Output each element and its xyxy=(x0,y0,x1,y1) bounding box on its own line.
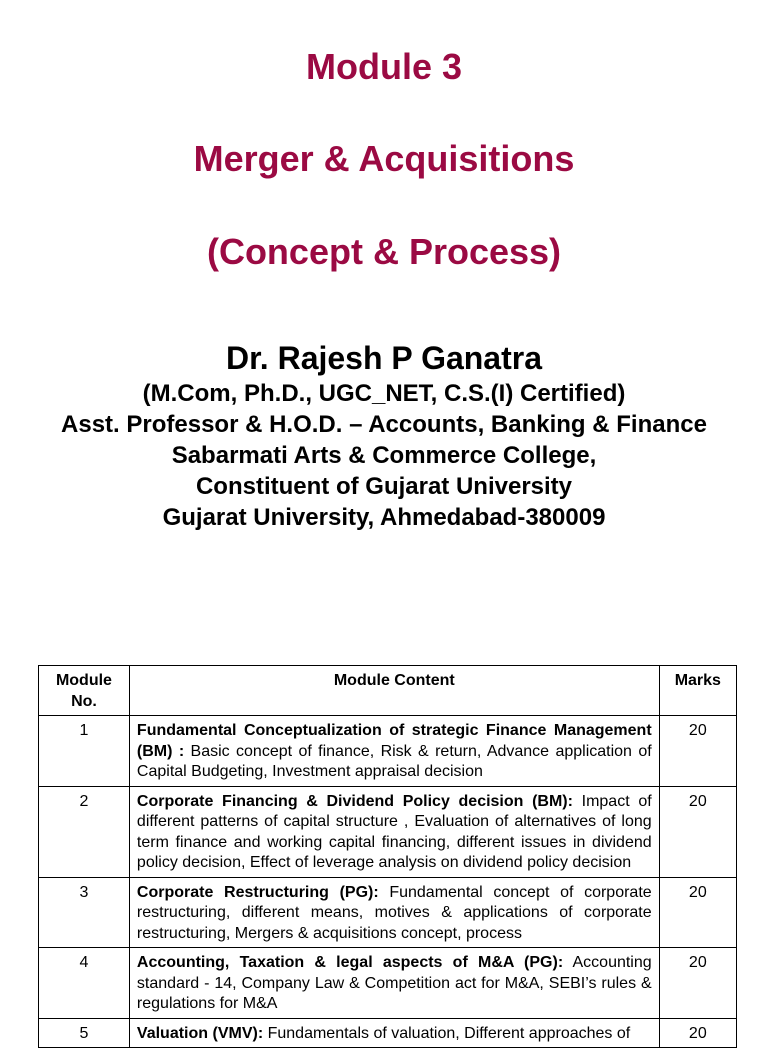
row-module-no: 1 xyxy=(39,716,130,787)
module-title: Module 3 xyxy=(305,46,462,87)
author-details xyxy=(0,378,768,533)
header-module-no: Module No. xyxy=(39,666,130,716)
author-name: Dr. Rajesh P Ganatra xyxy=(226,340,542,376)
table-row xyxy=(39,716,737,787)
row-content-title: Corporate Financing & Dividend Policy decision (BM): xyxy=(136,792,573,810)
row-marks: 20 xyxy=(659,1018,736,1048)
row-marks: 20 xyxy=(659,716,736,787)
row-marks: 20 xyxy=(659,948,736,1019)
syllabus-table xyxy=(38,665,737,1048)
row-content-title: Valuation (VMV): xyxy=(136,1024,264,1042)
row-module-no: 3 xyxy=(39,877,130,948)
topic-title: Merger & Acquisitions xyxy=(193,138,575,179)
table-row xyxy=(39,1018,737,1048)
row-module-content xyxy=(129,786,659,877)
author-designation: Asst. Professor & H.O.D. – Accounts, Banking & Finance xyxy=(61,411,707,438)
row-module-content xyxy=(129,877,659,948)
author-affiliation: Constituent of Gujarat University xyxy=(195,473,573,500)
table-header-row xyxy=(39,666,737,716)
row-marks: 20 xyxy=(659,786,736,877)
row-module-no: 5 xyxy=(39,1018,130,1048)
row-content-text: Accounting standard - 14, Company Law & Competition act for M&A, SEBI’s rules & regulations for M&A xyxy=(136,954,652,1012)
row-content-title: Accounting, Taxation & legal aspects of M&A (PG): xyxy=(136,954,564,971)
row-content-title: Fundamental Conceptualization of strategic Finance Management (BM) : xyxy=(136,722,652,760)
table-row xyxy=(39,786,737,877)
subtitle: (Concept & Process) xyxy=(206,231,562,272)
row-content-text: Fundamental concept of corporate restructuring, different means, motives & applications of corporate restructuring, Mergers & acquisitions concept, process xyxy=(136,883,652,942)
row-marks: 20 xyxy=(659,877,736,948)
table-row xyxy=(39,877,737,948)
row-module-no: 2 xyxy=(39,786,130,877)
author-college: Sabarmati Arts & Commerce College, xyxy=(171,442,597,469)
row-content-text: Fundamentals of valuation, Different approaches of xyxy=(263,1024,631,1042)
author-qualifications: (M.Com, Ph.D., UGC_NET, C.S.(I) Certified) xyxy=(142,380,626,407)
header-module-content: Module Content xyxy=(129,666,659,716)
row-module-content xyxy=(129,1018,659,1048)
table-row xyxy=(39,948,737,1019)
row-module-content xyxy=(129,948,659,1019)
row-content-text: Impact of different patterns of capital structure , Evaluation of alternatives of long term finance and working capital financing, different issues in dividend policy decision, Effect of leverage analysis on dividend policy decision xyxy=(136,792,652,871)
row-module-no: 4 xyxy=(39,948,130,1019)
header-marks: Marks xyxy=(659,666,736,716)
row-module-content xyxy=(129,716,659,787)
row-content-title: Corporate Restructuring (PG): xyxy=(136,883,379,901)
author-address: Gujarat University, Ahmedabad-380009 xyxy=(162,504,606,531)
row-content-text: Basic concept of finance, Risk & return, Advance application of Capital Budgeting, Investment appraisal decision xyxy=(136,742,652,780)
